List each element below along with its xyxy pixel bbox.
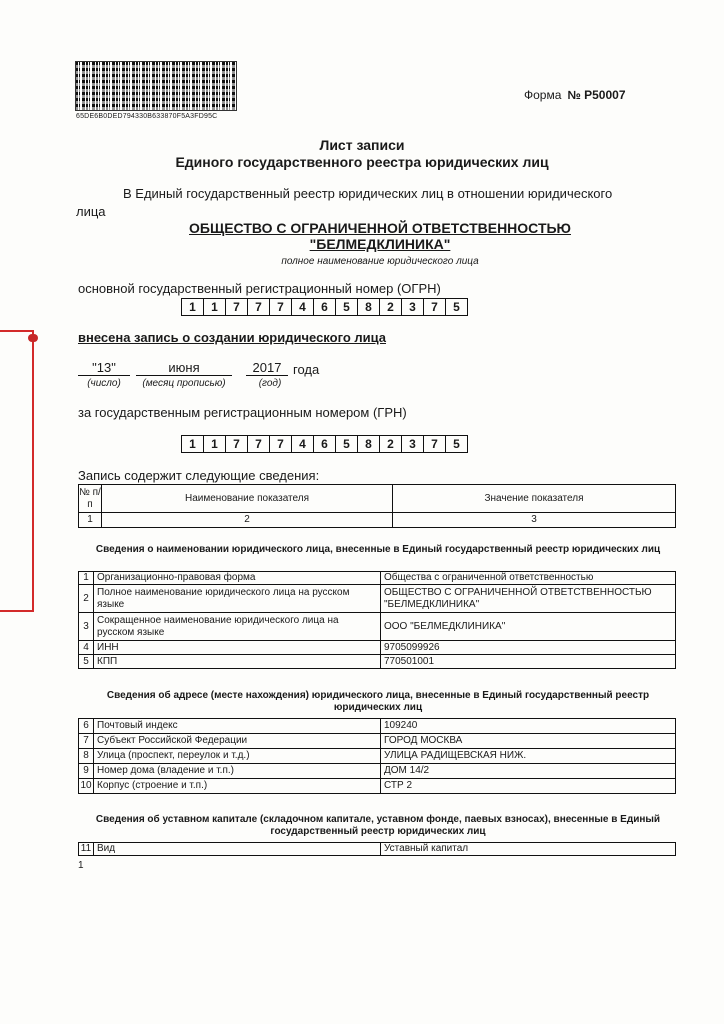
- grn-digit: 7: [424, 435, 446, 453]
- row-name: Почтовый индекс: [94, 719, 381, 734]
- row-name: Улица (проспект, переулок и т.д.): [94, 749, 381, 764]
- grn-digit: 5: [336, 435, 358, 453]
- table-row: [79, 613, 676, 641]
- col-value-index: 3: [393, 513, 676, 528]
- entity-name-line-1: ОБЩЕСТВО С ОГРАНИЧЕННОЙ ОТВЕТСТВЕННОСТЬЮ: [189, 220, 571, 236]
- binding-thread: [0, 330, 34, 612]
- ogrn-digit: 7: [270, 298, 292, 316]
- year-caption: (год): [258, 378, 282, 389]
- table-row: [79, 734, 676, 749]
- day-caption: (число): [87, 378, 121, 389]
- row-number: 7: [79, 734, 94, 749]
- row-value: Общества с ограниченной ответственностью: [381, 572, 676, 585]
- barcode-code: 65DE6B0DED794330B633870F5A3FD95C: [76, 113, 218, 120]
- entity-name-caption: полное наименование юридического лица: [281, 256, 479, 267]
- table-row: [79, 655, 676, 669]
- table-row: [79, 585, 676, 613]
- col-name-index: 2: [102, 513, 393, 528]
- row-name: КПП: [94, 655, 381, 669]
- row-value: 109240: [381, 719, 676, 734]
- ogrn-digit: 2: [380, 298, 402, 316]
- row-value: СТР 2: [381, 779, 676, 794]
- row-name: Полное наименование юридического лица на русском языке: [94, 585, 381, 613]
- row-name: Сокращенное наименование юридического лица на русском языке: [94, 613, 381, 641]
- section-address-title: Сведения об адресе (месте нахождения) юридического лица, внесенные в Единый государственный реестр юридических лиц: [106, 690, 650, 713]
- row-name: Организационно-правовая форма: [94, 572, 381, 585]
- row-value: 9705099926: [381, 641, 676, 655]
- table-row: [79, 779, 676, 794]
- intro-line-1: В Единый государственный реестр юридических лиц в отношении юридического: [123, 186, 613, 201]
- ogrn-digit: 1: [204, 298, 226, 316]
- grn-digit: 1: [204, 435, 226, 453]
- grn-digits: [181, 435, 468, 453]
- table-row: [79, 641, 676, 655]
- grn-digit: 7: [270, 435, 292, 453]
- grn-digit: 5: [446, 435, 468, 453]
- row-value: ГОРОД МОСКВА: [381, 734, 676, 749]
- entity-name-line-2: "БЕЛМЕДКЛИНИКА": [309, 236, 451, 252]
- grn-digit: 6: [314, 435, 336, 453]
- col-value-header: Значение показателя: [393, 485, 676, 513]
- form-number: № Р50007: [567, 88, 626, 102]
- ogrn-label: основной государственный регистрационный номер (ОГРН): [78, 281, 441, 296]
- col-number-index: 1: [79, 513, 102, 528]
- row-number: 2: [79, 585, 94, 613]
- grn-digit: 1: [181, 435, 204, 453]
- entry-month: июня: [136, 360, 232, 376]
- intro-line-2: лица: [76, 204, 106, 219]
- col-name-header: Наименование показателя: [102, 485, 393, 513]
- ogrn-digit: 8: [358, 298, 380, 316]
- ogrn-digit: 4: [292, 298, 314, 316]
- ogrn-digit: 5: [446, 298, 468, 316]
- row-number: 11: [79, 843, 94, 856]
- entry-day: "13": [78, 360, 130, 376]
- ogrn-digit: 7: [226, 298, 248, 316]
- row-number: 3: [79, 613, 94, 641]
- section-capital-title: Сведения об уставном капитале (складочном капитале, уставном фонде, паевых взносах), внесенные в Единый государственный реестр юридических лиц: [95, 814, 661, 837]
- grn-digit: 8: [358, 435, 380, 453]
- row-value: ОБЩЕСТВО С ОГРАНИЧЕННОЙ ОТВЕТСТВЕННОСТЬЮ "БЕЛМЕДКЛИНИКА": [381, 585, 676, 613]
- table-header-index-row: [79, 513, 676, 528]
- columns-header-table: [78, 484, 676, 528]
- section-capital-table: [78, 842, 676, 856]
- row-number: 10: [79, 779, 94, 794]
- table-row: [79, 719, 676, 734]
- row-value: Уставный капитал: [381, 843, 676, 856]
- row-name: Субъект Российской Федерации: [94, 734, 381, 749]
- row-number: 1: [79, 572, 94, 585]
- month-caption: (месяц прописью): [142, 378, 226, 389]
- page-number: 1: [78, 860, 84, 871]
- row-name: Корпус (строение и т.п.): [94, 779, 381, 794]
- row-number: 9: [79, 764, 94, 779]
- grn-digit: 7: [248, 435, 270, 453]
- row-number: 8: [79, 749, 94, 764]
- row-number: 5: [79, 655, 94, 669]
- entry-year-suffix: года: [293, 362, 320, 377]
- row-number: 6: [79, 719, 94, 734]
- document-subtitle: Единого государственного реестра юридических лиц: [175, 154, 549, 170]
- contains-label: Запись содержит следующие сведения:: [78, 468, 320, 483]
- grn-digit: 4: [292, 435, 314, 453]
- row-number: 4: [79, 641, 94, 655]
- ogrn-digit: 6: [314, 298, 336, 316]
- grn-digit: 3: [402, 435, 424, 453]
- grn-label: за государственным регистрационным номером (ГРН): [78, 405, 407, 420]
- section-name-table: [78, 571, 676, 669]
- row-name: ИНН: [94, 641, 381, 655]
- entry-year: 2017: [246, 360, 288, 376]
- row-value: УЛИЦА РАДИЩЕВСКАЯ НИЖ.: [381, 749, 676, 764]
- ogrn-digit: 3: [402, 298, 424, 316]
- table-row: [79, 764, 676, 779]
- grn-digit: 2: [380, 435, 402, 453]
- grn-digit: 7: [226, 435, 248, 453]
- row-name: Вид: [94, 843, 381, 856]
- barcode: [76, 62, 236, 110]
- ogrn-digit: 5: [336, 298, 358, 316]
- row-name: Номер дома (владение и т.п.): [94, 764, 381, 779]
- table-header-row: [79, 485, 676, 513]
- section-name-title: Сведения о наименовании юридического лица, внесенные в Единый государственный реестр юридических лиц: [95, 544, 661, 555]
- ogrn-digit: 1: [181, 298, 204, 316]
- table-row: [79, 572, 676, 585]
- ogrn-digit: 7: [248, 298, 270, 316]
- table-row: [79, 749, 676, 764]
- row-value: 770501001: [381, 655, 676, 669]
- section-address-table: [78, 718, 676, 794]
- binding-knot: [28, 334, 38, 342]
- table-row: [79, 843, 676, 856]
- entry-statement: внесена запись о создании юридического лица: [78, 330, 387, 345]
- form-label-text: Форма: [524, 88, 562, 102]
- row-value: ДОМ 14/2: [381, 764, 676, 779]
- row-value: ООО "БЕЛМЕДКЛИНИКА": [381, 613, 676, 641]
- ogrn-digits: [181, 298, 468, 316]
- ogrn-digit: 7: [424, 298, 446, 316]
- form-label: [524, 88, 626, 102]
- document-title: Лист записи: [319, 137, 405, 153]
- col-number-header: № п/п: [79, 485, 102, 513]
